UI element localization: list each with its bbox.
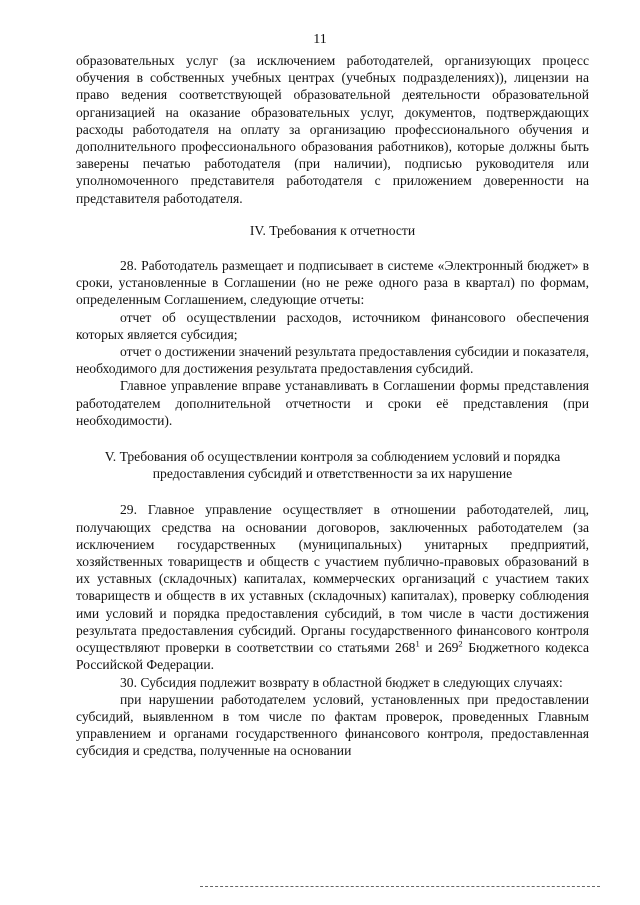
section-5-heading-line2: предоставления субсидий и ответственности за их нарушение bbox=[152, 466, 513, 482]
paragraph-29-code-name: Бюджетного кодекса Российской Федерации. bbox=[76, 640, 589, 673]
article-268-superscript: 1 bbox=[415, 638, 420, 649]
paragraph-29-text: 29. Главное управление осуществляет в отношении работодателей, лиц, получающих средства на основании договоров, заключенных работодателем (за исключением государственных (муниципальных) унитарных предприятий, хозяйственных товариществ и обществ с участием публично-правовых образований в их уставных (складочных) капиталах, коммерческих организаций с участием таких товариществ и обществ в их уставных (складочных) капиталах), проверку соблюдения ими условий и порядка предоставления субсидий, в том числе в части достижения результата предоставления субсидий. Органы государственного финансового контроля осуществляют проверки в соответствии со статьями bbox=[76, 502, 589, 656]
paragraph-28: 28. Работодатель размещает и подписывает в системе «Электронный бюджет» в сроки, установленные в Соглашении (но не реже одного раза в квартал) по формам, определенным Соглашением, следующие отчеты: bbox=[76, 258, 589, 308]
paragraph-intro-continuation: образовательных услуг (за исключением работодателей, организующих процесс обучения в собственных учебных центрах (учебных подразделениях)), лицензии на право ведения соответствующей образовательной деятельности образовательной организацией на оказание образовательных услуг, документов, подтверждающих расходы работодателя на оплату за организацию профессионального обучения и дополнительного профессионального образования работников), которые должны быть заверены печатью работодателя (при наличии), подписью руководителя или уполномоченного представителя работодателя с приложением доверенности на представителя работодателя. bbox=[76, 53, 589, 206]
paragraph-29-and: и bbox=[425, 640, 433, 656]
section-4-heading: IV. Требования к отчетности bbox=[249, 222, 416, 238]
section-5-heading-line1: V. Требования об осуществлении контроля за соблюдением условий и порядка bbox=[104, 449, 561, 465]
article-268: $268^1$ bbox=[395, 638, 420, 656]
paragraph-28-report-expenses: отчет об осуществлении расходов, источником финансового обеспечения которых является субсидия; bbox=[76, 309, 589, 342]
paragraph-30-case-1: при нарушении работодателем условий, установленных при предоставлении субсидий, выявленном в том числе по фактам проверок, проведенных Главным управлением и органами государственного финансового контроля, предоставленная субсидия и средства, полученные на основании bbox=[76, 691, 589, 759]
footer-divider bbox=[200, 886, 600, 887]
article-269-superscript: 2 bbox=[458, 638, 463, 649]
page-number: 11 bbox=[313, 32, 327, 47]
paragraph-30: 30. Субсидия подлежит возврату в областной бюджет в следующих случаях: bbox=[120, 674, 563, 690]
paragraph-28-report-results: отчет о достижении значений результата предоставления субсидии и показателя, необходимого для достижения результата предоставления субсидий. bbox=[76, 344, 589, 377]
section-5-heading bbox=[76, 448, 589, 482]
article-269: $269^2$ bbox=[438, 638, 463, 656]
paragraph-29 bbox=[76, 501, 589, 673]
paragraph-28-additional-reporting: Главное управление вправе устанавливать в Соглашении формы представления работодателем дополнительной отчетности и сроки её представления (при необходимости). bbox=[76, 378, 589, 428]
document-body bbox=[76, 52, 589, 760]
